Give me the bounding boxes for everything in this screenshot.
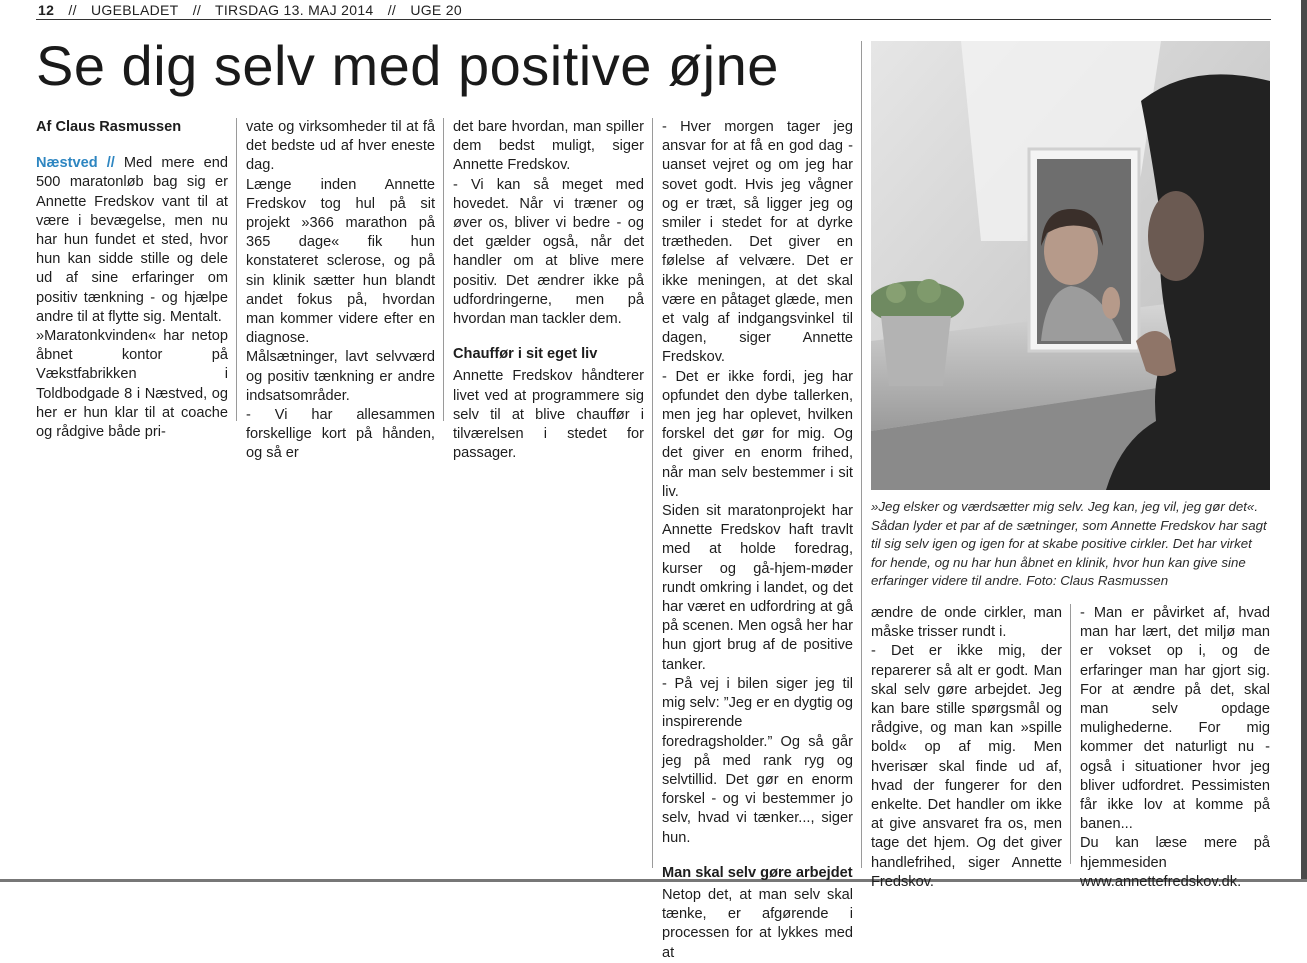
page-header (38, 2, 1270, 20)
photo-caption: »Jeg elsker og værdsætter mig selv. Jeg kan, jeg vil, jeg gør det«. Sådan lyder et par af de sætninger, som Annette Fredskov har sagt til sig selv igen og igen for at skabe positive cirkler. Det har virket for hende, og nu har hun åbnet en klinik, hvor hun kan give sine erfaringer videre til andre. Foto: Claus Rasmussen (871, 499, 1267, 589)
article-photo (871, 41, 1270, 490)
paragraph: - Hver morgen tager jeg ansvar for at få en god dag - uanset vejret og om jeg har sovet godt. Hvis jeg vågner og er træt, så ligger jeg og smiler i stedet for at dyrke trætheden. Det giver en følelse af velvære. Det er ikke meningen, at det skal være en påtaget glæde, men et valg af indgangsvinkel til dagen, siger Annette Fredskov. (662, 119, 853, 366)
column-divider (861, 41, 862, 868)
photo-woman-mirror (871, 41, 1270, 490)
paragraph: vate og virksomheder til at få det bedste ud af hver eneste dag. (246, 119, 435, 174)
paragraph: ændre de onde cirkler, man måske trisser rundt i. (871, 605, 1062, 641)
paragraph: - Vi har allesammen forskellige kort på hånden, og så er (246, 407, 435, 462)
paragraph: »Maratonkvinden« har netop åbnet kontor på Vækstfabrikken i Toldbodgade 8 i Næstved, og her er hun klar til at coache og rådgive både pri- (36, 328, 228, 441)
paragraph-text: Med mere end 500 maratonløb bag sig er Annette Fredskov vant til at være i bevægelse, men nu har hun fundet et sted, hvor hun kan sidde stille og dele ud af sine erfaringer om positiv tænkning - og hjælpe andre til at flytte sig. Mentalt. (36, 155, 228, 325)
paragraph: Netop det, at man selv skal tænke, er afgørende i processen for at lykkes med at (662, 886, 853, 961)
article-column-5 (871, 604, 1062, 892)
paragraph: Annette Fredskov håndterer livet ved at programmere sig selv til at blive chauffør i tilværelsen i stedet for passager. (453, 368, 644, 462)
newspaper-name: UGEBLADET (90, 2, 179, 18)
article-column-2 (246, 118, 435, 464)
header-separator: // (192, 2, 202, 18)
paragraph: - Man er påvirket af, hvad man har lært, det miljø man er vokset op i, og de erfaringer man har gjort sig. For at ændre på det, skal man selv opdage mulighederne. For mig kommer det naturligt nu - også i situationer hvor jeg bliver udfordret. Pessimisten får ikke lov at komme på banen... (1080, 605, 1270, 833)
header-separator: // (387, 2, 397, 18)
dateline-place: Næstved // (36, 155, 115, 172)
paragraph (36, 154, 228, 327)
article-column-6 (1080, 604, 1270, 892)
paragraph: Siden sit maratonprojekt har Annette Fredskov haft travlt med at holde foredrag, kurser og gå-hjem-møder rundt omkring i landet, og det har været en udfordring at gå på scenen. Men også her har hun gjort brug af de positive tanker. (662, 503, 853, 673)
page-edge-right (1301, 0, 1307, 882)
paragraph: - Vi kan så meget med hovedet. Når vi træner og øver os, bliver vi bedre - og det gælder også, når det handler om at blive mere positiv. Det ændrer ikke på udfordringerne, men på hvordan man tackler dem. (453, 176, 644, 328)
article-column-1 (36, 118, 228, 442)
byline: Af Claus Rasmussen (36, 119, 182, 135)
column-divider (443, 118, 444, 421)
issue-date: TIRSDAG 13. MAJ 2014 (215, 2, 374, 18)
article-headline: Se dig selv med positive øjne (36, 34, 779, 97)
subheading: Man skal selv gøre arbejdet (662, 864, 853, 881)
article-column-3 (453, 118, 644, 463)
paragraph: det bare hvordan, man spiller dem bedst muligt, siger Annette Fredskov. (453, 119, 644, 174)
paragraph: Målsætninger, lavt selvværd og positiv tænkning er andre indsatsområder. (246, 349, 435, 404)
paragraph: Længe inden Annette Fredskov tog hul på sit projekt »366 marathon på 365 dage« fik hun konstateret sclerose, og på sin klinik sætter hun blandt andet fokus på, hvordan man kommer videre efter en diagnose. (246, 176, 435, 347)
issue-week: UGE 20 (410, 2, 462, 18)
article-column-4 (662, 118, 853, 963)
column-divider (236, 118, 237, 421)
page-number: 12 (38, 2, 55, 18)
header-rule (36, 19, 1271, 20)
paragraph: - Det er ikke fordi, jeg har opfundet den dybe tallerken, men jeg har oplevet, hvilken forskel det gør for mig. Og det giver en enorm frihed, når man selv bestemmer i sit liv. (662, 368, 853, 500)
column-divider (1070, 604, 1071, 864)
paragraph: Du kan læse mere på hjemmesiden www.annettefredskov.dk. (1080, 835, 1270, 890)
paragraph: - Det er ikke mig, der reparerer så alt er godt. Man skal selv gøre arbejdet. Jeg kan bare stille spørgsmål og rådgive, og man kan »spille bold« op af mig. Men hverisær skal finde ud af, hvad der fungerer for den enkelte. Det handler om ikke at give ansvaret fra os, men tage det hjem. Og det giver handlefrihed, siger Annette Fredskov. (871, 643, 1062, 890)
column-divider (652, 118, 653, 868)
paragraph: - På vej i bilen siger jeg til mig selv: ”Jeg er en dygtig og inspirerende foredragsholder.” Og så går jeg på med rank ryg og selvtillid. Det gør en enorm forskel - og vi bestemmer jo selv, hvad vi tænker..., siger hun. (662, 675, 853, 846)
subheading: Chauffør i sit eget liv (453, 346, 598, 363)
header-separator: // (68, 2, 77, 18)
